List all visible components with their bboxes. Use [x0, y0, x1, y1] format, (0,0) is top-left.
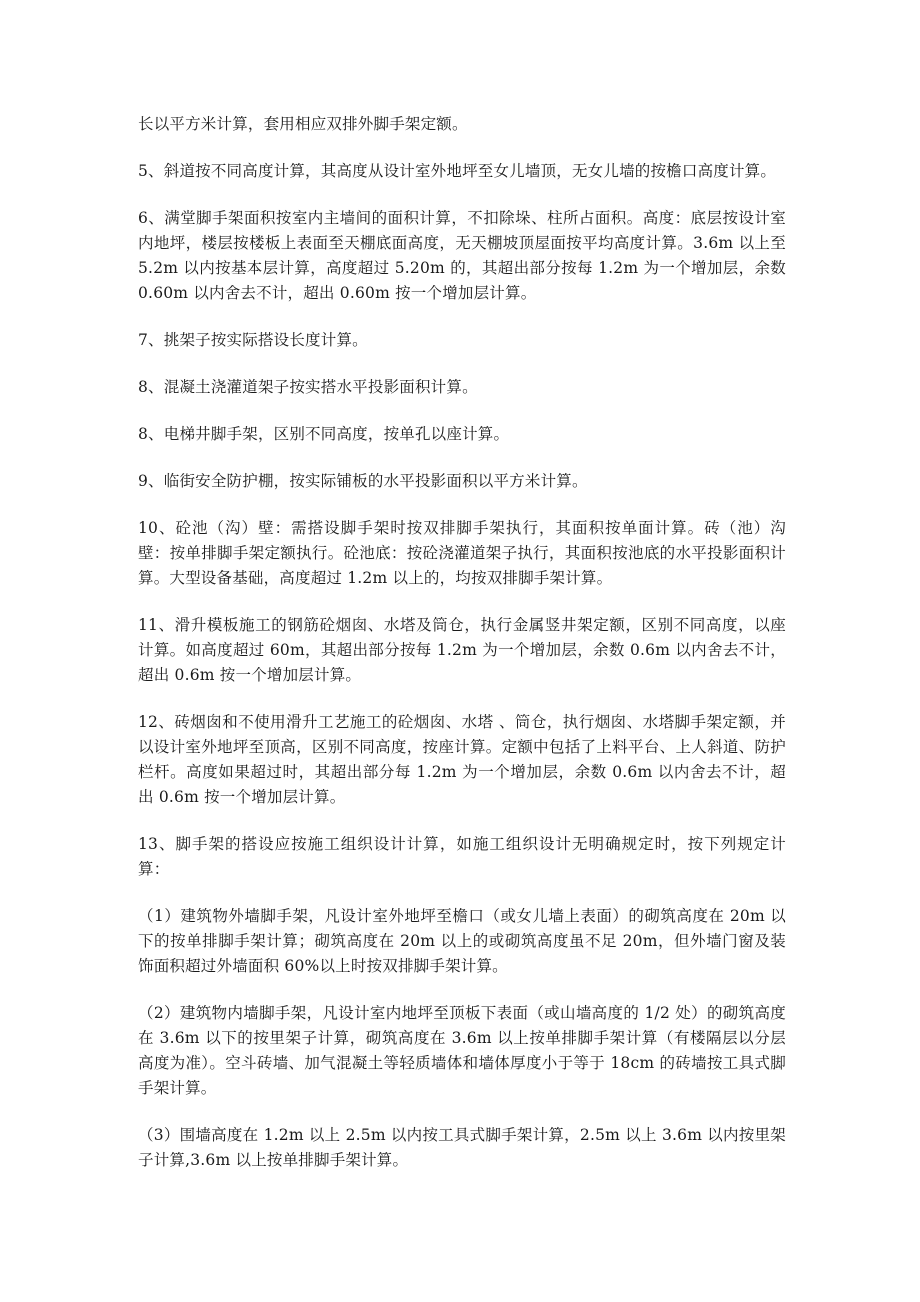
paragraph-item-6-full-scaffold: 6、满堂脚手架面积按室内主墙间的面积计算，不扣除垛、柱所占面积。高度：底层按设计室内地坪，楼层按楼板上表面至天棚底面高度，无天棚坡顶屋面按平均高度计算。3.6m 以上至 5.2m 以内按基本层计算，高度超过 5.20m 的，其超出部分按每 1.2m 为一个增加层，余数 0.60m 以内舍去不计，超出 0.60m 按一个增加层计算。 [138, 209, 786, 302]
paragraph-item-13-erection-rules: 13、脚手架的搭设应按施工组织设计计算，如施工组织设计无明确规定时，按下列规定计算： [138, 835, 786, 878]
paragraph-item-8-concrete-pour: 8、混凝土浇灌道架子按实搭水平投影面积计算。 [138, 378, 478, 396]
paragraph-area-calc-continuation: 长以平方米计算，套用相应双排外脚手架定额。 [138, 115, 468, 133]
paragraph-item-5-ramp: 5、斜道按不同高度计算，其高度从设计室外地坪至女儿墙顶，无女儿墙的按檐口高度计算。 [138, 162, 777, 180]
paragraph-rule-1-exterior-wall: （1）建筑物外墙脚手架，凡设计室外地坪至檐口（或女儿墙上表面）的砌筑高度在 20m 以下的按单排脚手架计算；砌筑高度在 20m 以上的或砌筑高度虽不足 20m，但外墙门窗及装饰面积超过外墙面积 60%以上时按双排脚手架计算。 [138, 907, 786, 975]
paragraph-item-12-brick-chimney: 12、砖烟囱和不使用滑升工艺施工的砼烟囱、水塔 、筒仓，执行烟囱、水塔脚手架定额，并以设计室外地坪至顶高，区别不同高度，按座计算。定额中包括了上料平台、上人斜道、防护栏杆。高度如果超过时，其超出部分每 1.2m 为一个增加层，余数 0.6m 以内舍去不计，超出 0.6m 按一个增加层计算。 [138, 713, 786, 806]
paragraph-item-7-cantilever: 7、挑架子按实际搭设长度计算。 [138, 331, 368, 349]
paragraph-item-11-slip-form: 11、滑升模板施工的钢筋砼烟囱、水塔及筒仓，执行金属竖井架定额，区别不同高度，以座计算。如高度超过 60m，其超出部分按每 1.2m 为一个增加层，余数 0.6m 以内舍去不计，超出 0.6m 按一个增加层计算。 [138, 616, 786, 684]
paragraph-rule-2-interior-wall: （2）建筑物内墙脚手架，凡设计室内地坪至顶板下表面（或山墙高度的 1/2 处）的砌筑高度在 3.6m 以下的按里架子计算，砌筑高度在 3.6m 以上按单排脚手架计算（有楼隔层以分层高度为准）。空斗砖墙、加气混凝土等轻质墙体和墙体厚度小于等于 18cm 的砖墙按工具式脚手架计算。 [138, 1004, 786, 1097]
paragraph-item-10-pool-wall: 10、砼池（沟）壁：需搭设脚手架时按双排脚手架执行，其面积按单面计算。砖（池）沟壁：按单排脚手架定额执行。砼池底：按砼浇灌道架子执行，其面积按池底的水平投影面积计算。大型设备基础，高度超过 1.2m 以上的，均按双排脚手架计算。 [138, 519, 786, 587]
paragraph-item-8-elevator-shaft: 8、电梯井脚手架，区别不同高度，按单孔以座计算。 [138, 425, 510, 443]
paragraph-item-9-street-shed: 9、临街安全防护棚，按实际铺板的水平投影面积以平方米计算。 [138, 472, 588, 490]
document-body [138, 112, 786, 1195]
paragraph-rule-3-boundary-wall: （3）围墙高度在 1.2m 以上 2.5m 以内按工具式脚手架计算，2.5m 以上 3.6m 以内按里架子计算,3.6m 以上按单排脚手架计算。 [138, 1126, 786, 1169]
